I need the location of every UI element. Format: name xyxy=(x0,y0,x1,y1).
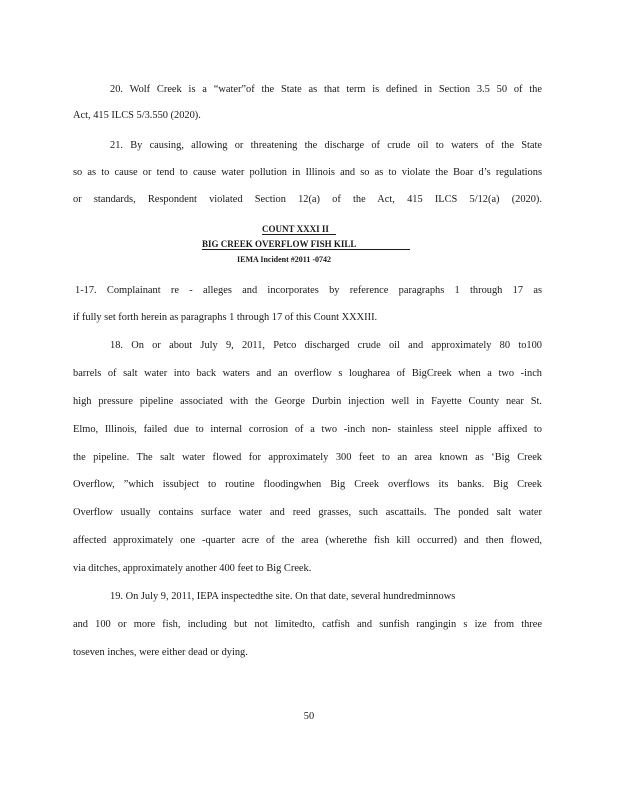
paragraph-18-line-4: Elmo, Illinois, failed due to internal corrosion of a two -inch non- stainless steel nipple affixed to xyxy=(73,424,542,435)
paragraph-18-line-5: the pipeline. The salt water flowed for approximately 300 feet to an area known as ‘Big Creek xyxy=(73,452,542,463)
count-title-underline xyxy=(262,234,336,235)
count-subtitle-underline xyxy=(202,249,410,250)
paragraph-21-line-1: 21. By causing, allowing or threatening the discharge of crude oil to waters of the State xyxy=(110,140,542,151)
paragraph-18-line-6: Overflow, ”which issubject to routine floodingwhen Big Creek overflows its banks. Big Creek xyxy=(73,479,542,490)
paragraph-19-line-3: toseven inches, were either dead or dying. xyxy=(73,647,248,658)
paragraph-1-17-line-1: 1-17. Complainant re - alleges and incorporates by reference paragraphs 1 through 17 as xyxy=(75,285,542,296)
count-incident-number: IEMA Incident #2011 -0742 xyxy=(237,255,332,264)
paragraph-1-17-line-2: if fully set forth herein as paragraphs 1 through 17 of this Count XXXIII. xyxy=(73,312,378,323)
paragraph-18-line-7: Overflow usually contains surface water and reed grasses, such ascattails. The ponded salt water xyxy=(73,507,542,518)
paragraph-18-line-2: barrels of salt water into back waters and an overflow s lougharea of BigCreek when a two -inch xyxy=(73,368,542,379)
paragraph-18-line-8: affected approximately one -quarter acre of the area (wherethe fish kill occurred) and then flowed, xyxy=(73,535,542,546)
paragraph-20-line-1: 20. Wolf Creek is a “water”of the State as that term is defined in Section 3.5 50 of the xyxy=(110,84,542,95)
paragraph-18-line-1: 18. On or about July 9, 2011, Petco discharged crude oil and approximately 80 to100 xyxy=(110,340,542,351)
paragraph-21-line-2: so as to cause or tend to cause water pollution in Illinois and so as to violate the Boar d’s regulations xyxy=(73,167,542,178)
paragraph-19-line-2: and 100 or more fish, including but not limitedto, catfish and sunfish rangingin s ize from three xyxy=(73,619,542,630)
page-number: 50 xyxy=(303,711,315,722)
paragraph-20-line-2: Act, 415 ILCS 5/3.550 (2020). xyxy=(73,110,201,121)
count-title: COUNT XXXI II xyxy=(262,224,329,234)
paragraph-18-line-3: high pressure pipeline associated with the George Durbin injection well in Fayette County near St. xyxy=(73,396,542,407)
paragraph-19-line-1: 19. On July 9, 2011, IEPA inspectedthe site. On that date, several hundredminnows xyxy=(110,591,456,602)
paragraph-21-line-3: or standards, Respondent violated Section 12(a) of the Act, 415 ILCS 5/12(a) (2020). xyxy=(73,194,542,205)
paragraph-18-line-9: via ditches, approximately another 400 feet to Big Creek. xyxy=(73,563,312,574)
count-subtitle: BIG CREEK OVERFLOW FISH KILL xyxy=(202,239,357,249)
